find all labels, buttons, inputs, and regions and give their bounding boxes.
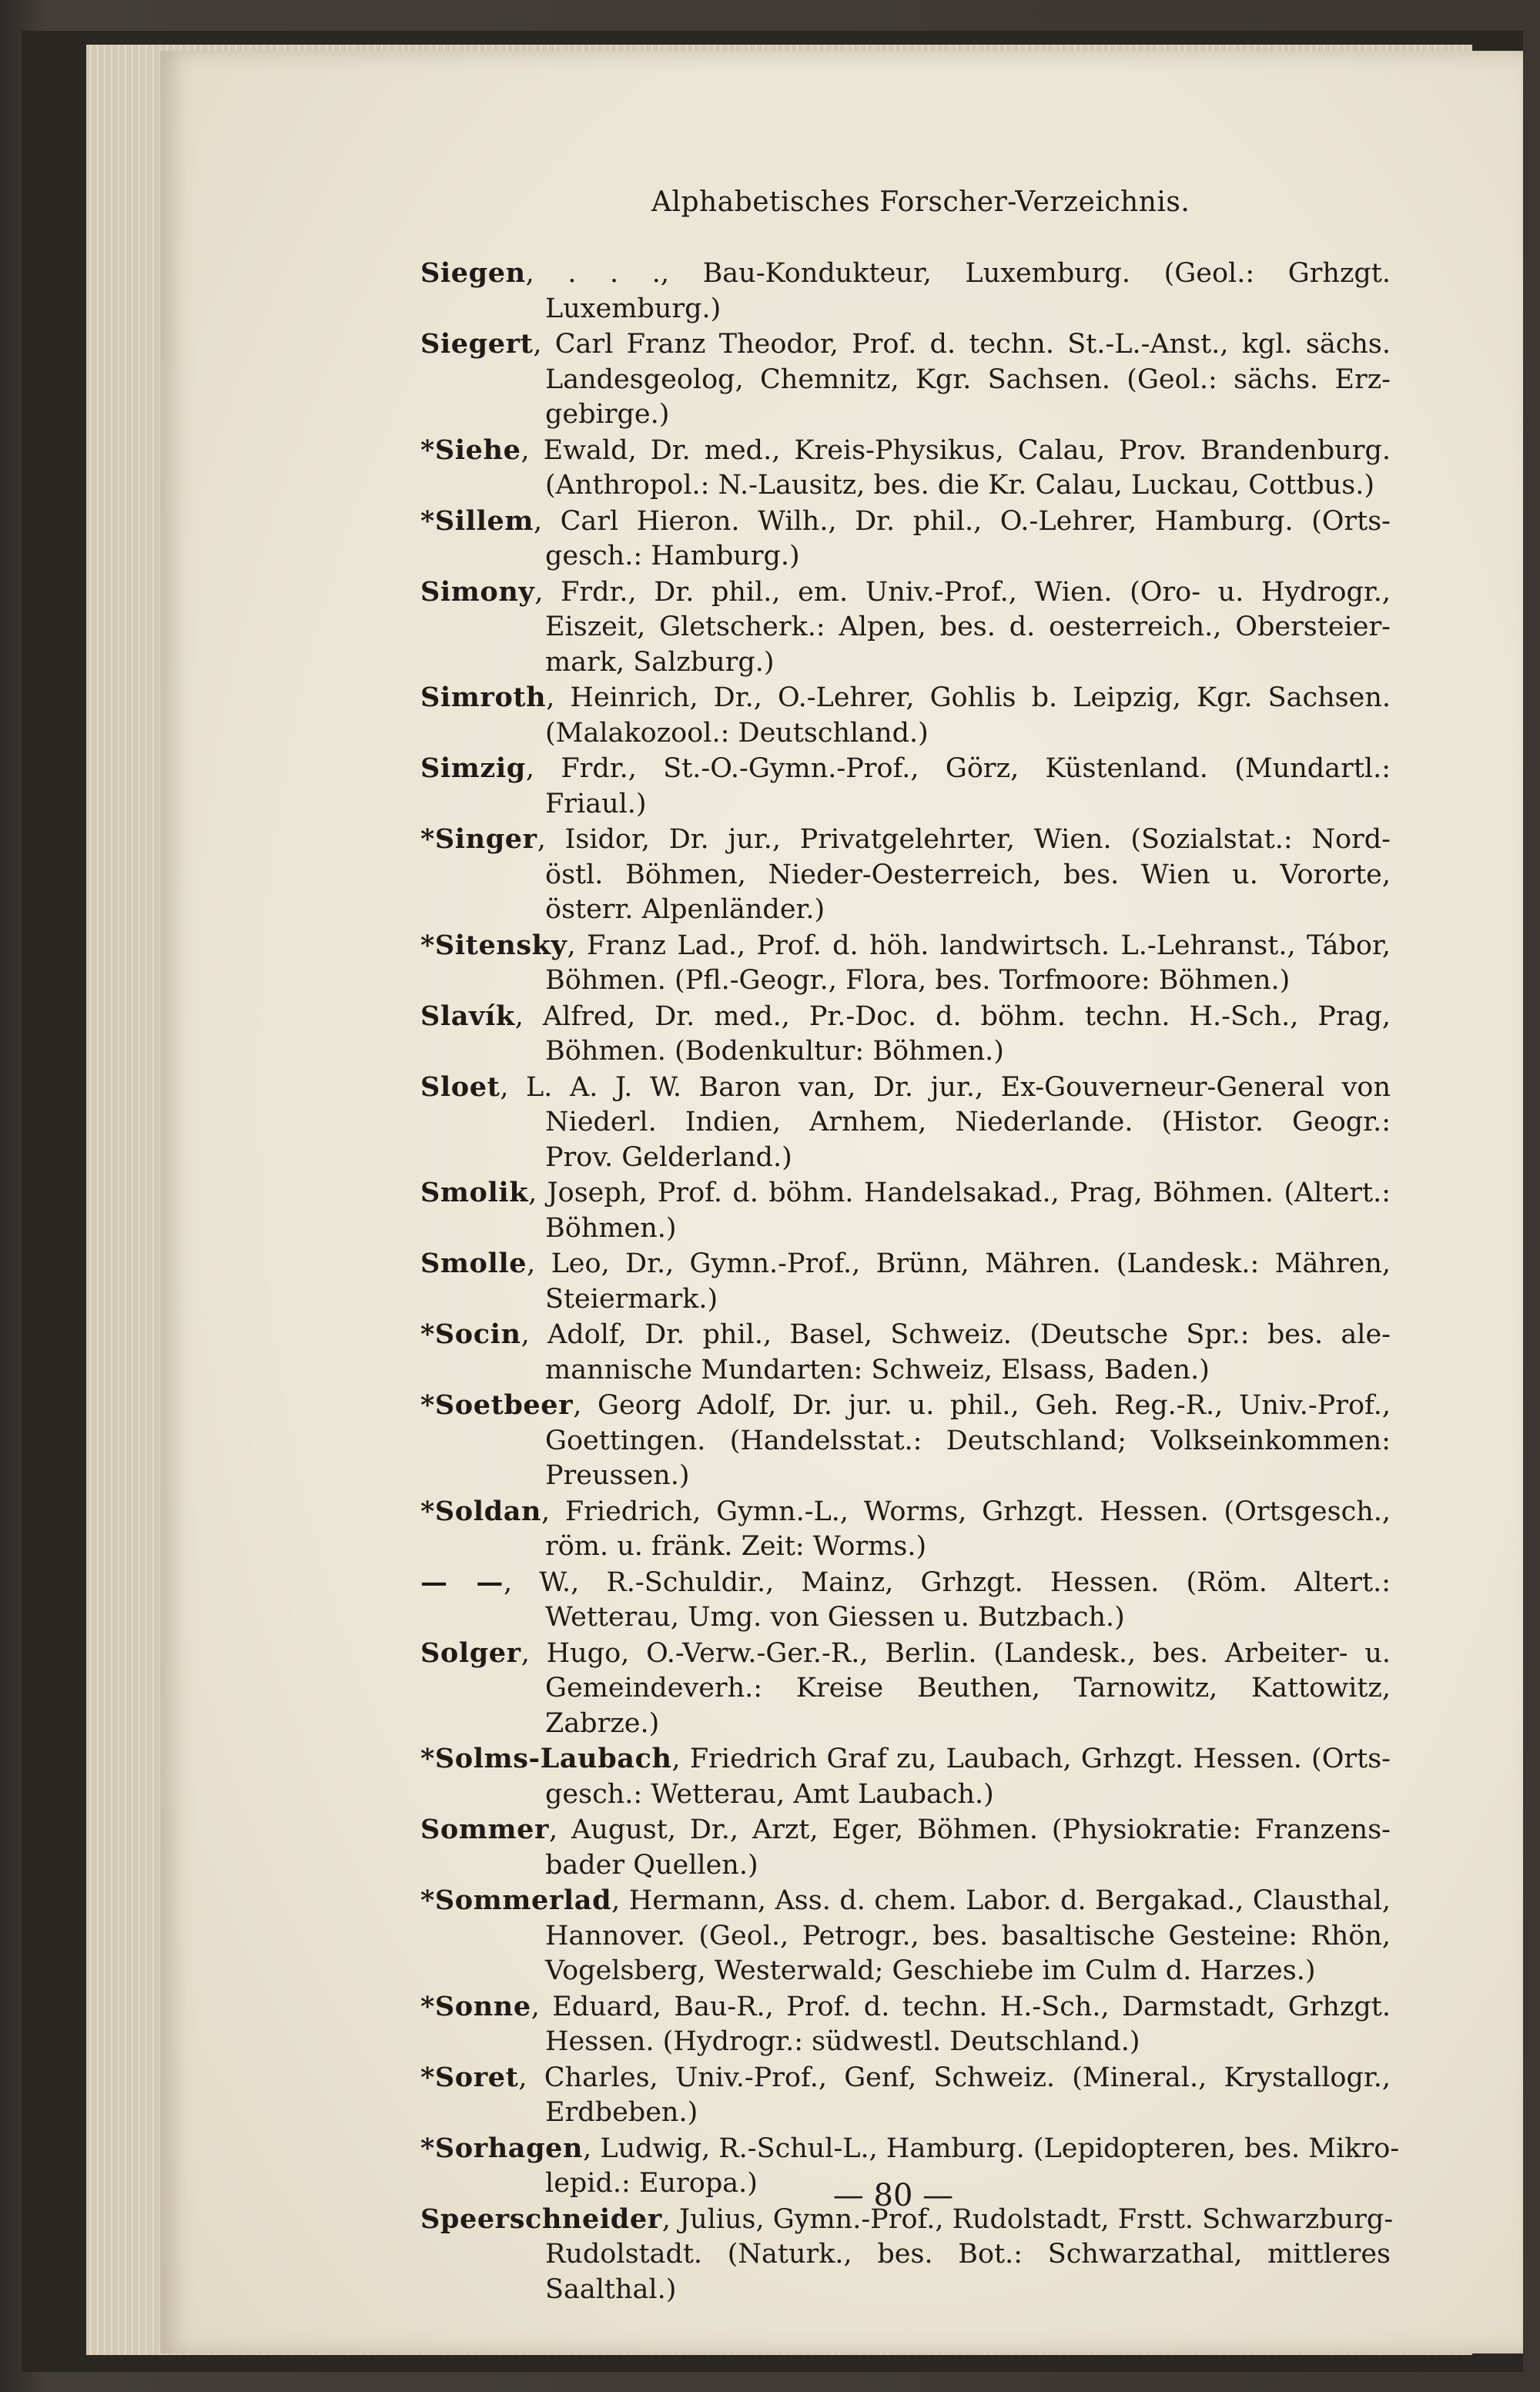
directory-entry xyxy=(420,1070,1391,1176)
entry-continuation-line: Eiszeit, Gletscherk.: Alpen, bes. d. oesterreich., Obersteier- xyxy=(545,611,1391,642)
entry-continuation-line: Saalthal.) xyxy=(545,2273,677,2305)
entry-headword: *Soetbeer xyxy=(420,1389,574,1421)
directory-entry xyxy=(420,1317,1391,1388)
entry-first-line: Slavík, Alfred, Dr. med., Pr.-Doc. d. böhm. techn. H.-Sch., Prag, xyxy=(420,1000,1391,1032)
entry-continuation-line: Landesgeolog, Chemnitz, Kgr. Sachsen. (Geol.: sächs. Erz- xyxy=(545,363,1391,395)
directory-entry xyxy=(420,680,1391,751)
entry-continuation-line: gesch.: Wetterau, Amt Laubach.) xyxy=(545,1778,994,1810)
entry-continuation-line: Zabrze.) xyxy=(545,1707,660,1739)
directory-entries xyxy=(420,256,1400,2307)
entry-continuation-line: Niederl. Indien, Arnhem, Niederlande. (Histor. Geogr.: xyxy=(545,1107,1391,1137)
directory-entry xyxy=(420,822,1391,928)
entry-headword: Siegert xyxy=(420,328,534,360)
entry-headword: Smolle xyxy=(420,1248,527,1279)
entry-first-line: Simroth, Heinrich, Dr., O.-Lehrer, Gohlis b. Leipzig, Kgr. Sachsen. xyxy=(420,682,1391,713)
entry-first-line: *Sonne, Eduard, Bau-R., Prof. d. techn. H.-Sch., Darmstadt, Grhzgt. xyxy=(420,1990,1391,2022)
directory-entry xyxy=(420,256,1391,327)
entry-continuation-line: mannische Mundarten: Schweiz, Elsass, Baden.) xyxy=(545,1354,1210,1385)
entry-first-line: Siegen, . . ., Bau-Kondukteur, Luxemburg. (Geol.: Grhzgt. xyxy=(420,257,1391,289)
entry-first-line: *Sitensky, Franz Lad., Prof. d. höh. landwirtsch. L.-Lehranst., Tábor, xyxy=(420,929,1391,961)
entry-first-line: *Sommerlad, Hermann, Ass. d. chem. Labor. d. Bergakad., Clausthal, xyxy=(420,1884,1391,1916)
entry-first-line: *Socin, Adolf, Dr. phil., Basel, Schweiz. (Deutsche Spr.: bes. ale- xyxy=(420,1318,1391,1350)
entry-continuation-line: röm. u. fränk. Zeit: Worms.) xyxy=(545,1531,927,1562)
directory-entry xyxy=(420,1565,1391,1636)
entry-headword: *Soret xyxy=(420,2061,519,2093)
entry-first-line: *Sorhagen, Ludwig, R.-Schul-L., Hamburg. (Lepidopteren, bes. Mikro- xyxy=(420,2132,1400,2164)
entry-continuation-line: Friaul.) xyxy=(545,788,647,819)
directory-entry xyxy=(420,1741,1391,1812)
entry-headword: *Sommerlad xyxy=(420,1884,612,1916)
entry-continuation-line: Böhmen. (Pfl.-Geogr., Flora, bes. Torfmoore: Böhmen.) xyxy=(545,965,1291,996)
directory-entry xyxy=(420,1812,1391,1883)
entry-headword: *Sonne xyxy=(420,1990,531,2022)
entry-headword: *Sillem xyxy=(420,504,534,537)
directory-entry xyxy=(420,327,1391,433)
entry-headword: Sloet xyxy=(420,1070,500,1103)
entry-continuation-line: Böhmen.) xyxy=(545,1212,677,1244)
entry-headword: Simony xyxy=(420,575,535,608)
entry-continuation-line: österr. Alpenländer.) xyxy=(545,894,825,925)
entry-headword: *Solms-Laubach xyxy=(420,1743,672,1774)
entry-continuation-line: Vogelsberg, Westerwald; Geschiebe im Culm d. Harzes.) xyxy=(545,1955,1316,1986)
page-number: — 80 — xyxy=(832,2178,954,2213)
entry-first-line: Solger, Hugo, O.-Verw.-Ger.-R., Berlin. (Landesk., bes. Arbeiter- u. xyxy=(420,1637,1391,1669)
entry-first-line: *Singer, Isidor, Dr. jur., Privatgelehrter, Wien. (Sozialstat.: Nord- xyxy=(420,823,1391,855)
directory-entry xyxy=(420,751,1391,822)
entry-continuation-line: Preussen.) xyxy=(545,1460,690,1491)
entry-headword: Slavík xyxy=(420,1000,515,1032)
entry-headword: Speerschneider xyxy=(420,2203,662,2235)
entry-first-line: *Solms-Laubach, Friedrich Graf zu, Laubach, Grhzgt. Hessen. (Orts- xyxy=(420,1743,1391,1774)
entry-headword: Solger xyxy=(420,1637,521,1669)
entry-first-line: Smolle, Leo, Dr., Gymn.-Prof., Brünn, Mähren. (Landesk.: Mähren, xyxy=(420,1248,1391,1279)
entry-first-line: *Siehe, Ewald, Dr. med., Kreis-Physikus, Calau, Prov. Brandenburg. xyxy=(420,434,1391,466)
entry-first-line: Speerschneider, Julius, Gymn.-Prof., Rudolstadt, Frstt. Schwarzburg- xyxy=(420,2203,1394,2235)
directory-entry xyxy=(420,1388,1391,1494)
entry-continuation-line: (Malakozool.: Deutschland.) xyxy=(545,717,929,749)
running-title: Alphabetisches Forscher-Verzeichnis. xyxy=(651,186,1190,218)
directory-entry xyxy=(420,1246,1391,1317)
entry-first-line: *Soret, Charles, Univ.-Prof., Genf, Schweiz. (Mineral., Krystallogr., xyxy=(420,2061,1391,2093)
entry-headword: *Siehe xyxy=(420,434,521,466)
entry-headword: *Sitensky xyxy=(420,929,567,961)
entry-first-line: *Soetbeer, Georg Adolf, Dr. jur. u. phil., Geh. Reg.-R., Univ.-Prof., xyxy=(420,1389,1391,1421)
directory-entry xyxy=(420,928,1391,999)
entry-headword: Smolik xyxy=(420,1177,529,1208)
entry-headword: *Singer xyxy=(420,823,537,855)
directory-entry xyxy=(420,1636,1391,1742)
entry-continuation-line: bader Quellen.) xyxy=(545,1849,758,1881)
directory-entry xyxy=(420,2202,1394,2308)
directory-entry xyxy=(420,2060,1391,2131)
entry-first-line: *Sillem, Carl Hieron. Wilh., Dr. phil., O.-Lehrer, Hamburg. (Orts- xyxy=(420,504,1391,537)
entry-continuation-line: Goettingen. (Handelsstat.: Deutschland; Volkseinkommen: xyxy=(545,1425,1391,1456)
entry-first-line: Sloet, L. A. J. W. Baron van, Dr. jur., Ex-Gouverneur-General von xyxy=(420,1070,1391,1103)
entry-headword: Simzig xyxy=(420,752,526,784)
directory-entry xyxy=(420,999,1391,1070)
entry-first-line: Simzig, Frdr., St.-O.-Gymn.-Prof., Görz, Küstenland. (Mundartl.: xyxy=(420,752,1391,784)
entry-headword: *Sorhagen xyxy=(420,2132,584,2164)
entry-headword: Simroth xyxy=(420,682,547,713)
entry-continuation-line: lepid.: Europa.) xyxy=(545,2168,758,2199)
entry-first-line: — —, W., R.-Schuldir., Mainz, Grhzgt. Hessen. (Röm. Altert.: xyxy=(420,1566,1391,1598)
directory-entry xyxy=(420,1883,1391,1989)
entry-first-line: Smolik, Joseph, Prof. d. böhm. Handelsakad., Prag, Böhmen. (Altert.: xyxy=(420,1177,1391,1208)
entry-continuation-line: gesch.: Hamburg.) xyxy=(545,541,800,571)
directory-entry xyxy=(420,1989,1391,2060)
directory-entry xyxy=(420,1175,1391,1246)
entry-continuation-line: Hessen. (Hydrogr.: südwestl. Deutschland.) xyxy=(545,2026,1140,2057)
entry-headword: Sommer xyxy=(420,1814,549,1845)
entry-continuation-line: (Anthropol.: N.-Lausitz, bes. die Kr. Calau, Luckau, Cottbus.) xyxy=(545,470,1374,501)
entry-continuation-line: Rudolstadt. (Naturk., bes. Bot.: Schwarzathal, mittleres xyxy=(545,2239,1391,2270)
entry-continuation-line: Hannover. (Geol., Petrogr., bes. basaltische Gesteine: Rhön, xyxy=(545,1920,1391,1951)
entry-first-line: Sommer, August, Dr., Arzt, Eger, Böhmen. (Physiokratie: Franzens- xyxy=(420,1814,1391,1845)
entry-first-line: *Soldan, Friedrich, Gymn.-L., Worms, Grhzgt. Hessen. (Ortsgesch., xyxy=(420,1495,1391,1527)
directory-entry xyxy=(420,433,1391,504)
entry-continuation-line: östl. Böhmen, Nieder-Oesterreich, bes. Wien u. Vororte, xyxy=(545,859,1391,890)
entry-continuation-line: Wetterau, Umg. von Giessen u. Butzbach.) xyxy=(545,1602,1125,1633)
entry-continuation-line: Luxemburg.) xyxy=(545,293,721,324)
entry-continuation-line: Erdbeben.) xyxy=(545,2097,698,2128)
entry-continuation-line: Gemeindeverh.: Kreise Beuthen, Tarnowitz, Kattowitz, xyxy=(545,1673,1391,1704)
entry-continuation-line: Böhmen. (Bodenkultur: Böhmen.) xyxy=(545,1036,1004,1067)
directory-entry xyxy=(420,575,1391,681)
entry-continuation-line: mark, Salzburg.) xyxy=(545,646,775,678)
directory-entry xyxy=(420,504,1391,575)
entry-headword: *Socin xyxy=(420,1318,521,1350)
entry-headword: — — xyxy=(420,1566,504,1598)
entry-first-line: Siegert, Carl Franz Theodor, Prof. d. techn. St.-L.-Anst., kgl. sächs. xyxy=(420,328,1391,360)
entry-first-line: Simony, Frdr., Dr. phil., em. Univ.-Prof., Wien. (Oro- u. Hydrogr., xyxy=(420,575,1391,608)
entry-headword: Siegen xyxy=(420,257,526,289)
entry-headword: *Soldan xyxy=(420,1495,542,1527)
entry-continuation-line: gebirge.) xyxy=(545,399,670,430)
entry-continuation-line: Prov. Gelderland.) xyxy=(545,1141,792,1173)
entry-continuation-line: Steiermark.) xyxy=(545,1283,718,1315)
directory-entry xyxy=(420,1494,1391,1565)
